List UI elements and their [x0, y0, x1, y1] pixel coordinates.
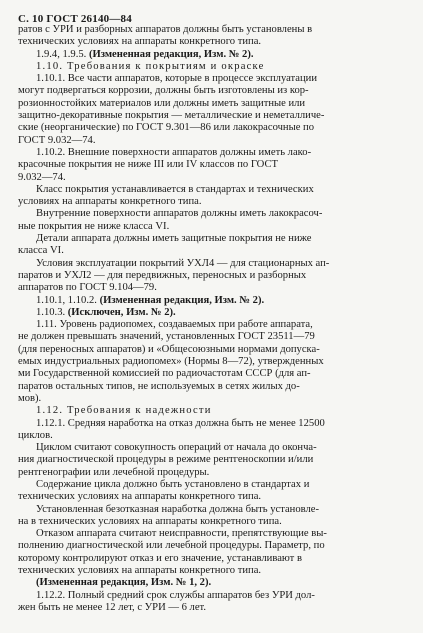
text-line: Отказом аппарата считают неисправности, препятствующие вы-	[36, 528, 327, 540]
text-line: (Измененная редакция, Изм. № 1, 2).	[36, 577, 212, 589]
text-line: могут подвергаться коррозии, должны быть изготовлены из кор-	[18, 85, 309, 97]
text-line: 1.11. Уровень радиопомех, создаваемых при работе аппарата,	[36, 319, 313, 331]
text-line: ратов с УРИ и разборных аппаратов должны быть установлены в	[18, 24, 313, 35]
text-line: ные покрытия не ниже класса VI.	[18, 220, 170, 232]
text-line: 1.10.1. Все части аппаратов, которые в процессе эксплуатации	[36, 73, 318, 85]
text-line: Детали аппарата должны иметь защитные покрытия не ниже	[36, 233, 312, 245]
text-line: 1.12. Требования к надежности	[36, 405, 212, 417]
text-line: которому контролируют отказ и его значение, устанавливают в	[18, 552, 302, 564]
text-line: ния диагностической процедуры в режиме рентгеноскопии и/или	[18, 454, 314, 466]
text-line: условиях на аппараты конкретного типа.	[18, 196, 202, 208]
page-header: С. 10 ГОСТ 26140—84	[18, 13, 132, 25]
text-line: Класс покрытия устанавливается в стандартах и технических	[36, 183, 314, 195]
text-line: красочные покрытия не ниже III или IV классов по ГОСТ	[18, 159, 278, 171]
text-line: класса VI.	[18, 245, 64, 257]
text-line: 1.9.4, 1.9.5. (Измененная редакция, Изм. № 2).	[36, 48, 254, 60]
text-line: аппаратов по ГОСТ 9.104—79.	[18, 282, 157, 294]
text-line: технических условиях на аппараты конкретного типа.	[18, 565, 262, 577]
text-line: емых индустриальных радиопомех» (Нормы 8—72), утвержденных	[18, 356, 324, 368]
text-line: 1.10.2. Внешние поверхности аппаратов должны иметь лако-	[36, 146, 312, 158]
text-line: мов).	[18, 392, 42, 404]
text-line: жен быть не менее 12 лет, с УРИ — 6 лет.	[18, 601, 207, 613]
text-line: паратов и УХЛ2 — для передвижных, переносных и разборных	[18, 269, 307, 281]
text-line: технических условиях на аппараты конкретного типа.	[18, 491, 262, 503]
text-line: на в технических условиях на аппараты конкретного типа.	[18, 515, 282, 527]
document-body	[18, 24, 408, 614]
text-line: паратов остальных типов, не используемых в сетях жилых до-	[18, 380, 300, 392]
text-line: циклов.	[18, 429, 53, 441]
text-line: 1.10. Требования к покрытиям и окраске	[36, 60, 265, 72]
text-line: рентгенографии или лечебной процедуры.	[18, 466, 210, 478]
text-line: не должен превышать значений, установленных ГОСТ 23511—79	[18, 331, 315, 343]
text-line: ми Государственной комиссией по радиочастотам СССР (для ап-	[18, 368, 311, 380]
text-line: Циклом считают совокупность операций от начала до оконча-	[36, 442, 317, 454]
text-line: ГОСТ 9.032—74.	[18, 134, 96, 146]
text-line: Установленная безотказная наработка должна быть установле-	[36, 503, 320, 515]
text-line: Внутренние поверхности аппаратов должны иметь лакокрасоч-	[36, 208, 323, 220]
text-line: 1.12.1. Средняя наработка на отказ должна быть не менее 12500	[36, 417, 325, 429]
text-line: технических условиях на аппараты конкретного типа.	[18, 36, 262, 48]
text-line: 9.032—74.	[18, 171, 66, 183]
text-line: 1.12.2. Полный средний срок службы аппаратов без УРИ дол-	[36, 589, 315, 601]
text-line: 1.10.1, 1.10.2. (Измененная редакция, Изм. № 2).	[36, 294, 265, 306]
text-line: (для переносных аппаратов) и «Общесоюзными нормами допуска-	[18, 343, 320, 355]
text-line: 1.10.3. (Исключен, Изм. № 2).	[36, 306, 176, 318]
text-line: Содержание цикла должно быть установлено в стандартах и	[36, 478, 310, 490]
text-line: ские (неорганические) по ГОСТ 9.301—86 или лакокрасочные по	[18, 122, 315, 134]
text-line: розионностойких материалов или должны иметь защитные или	[18, 97, 306, 109]
text-line: защитно-декоративные покрытия — металлические и неметалличе-	[18, 110, 325, 122]
text-line: полнению диагностической или лечебной процедуры. Параметр, по	[18, 540, 325, 552]
text-line: Условия эксплуатации покрытий УХЛ4 — для стационарных ап-	[36, 257, 330, 269]
